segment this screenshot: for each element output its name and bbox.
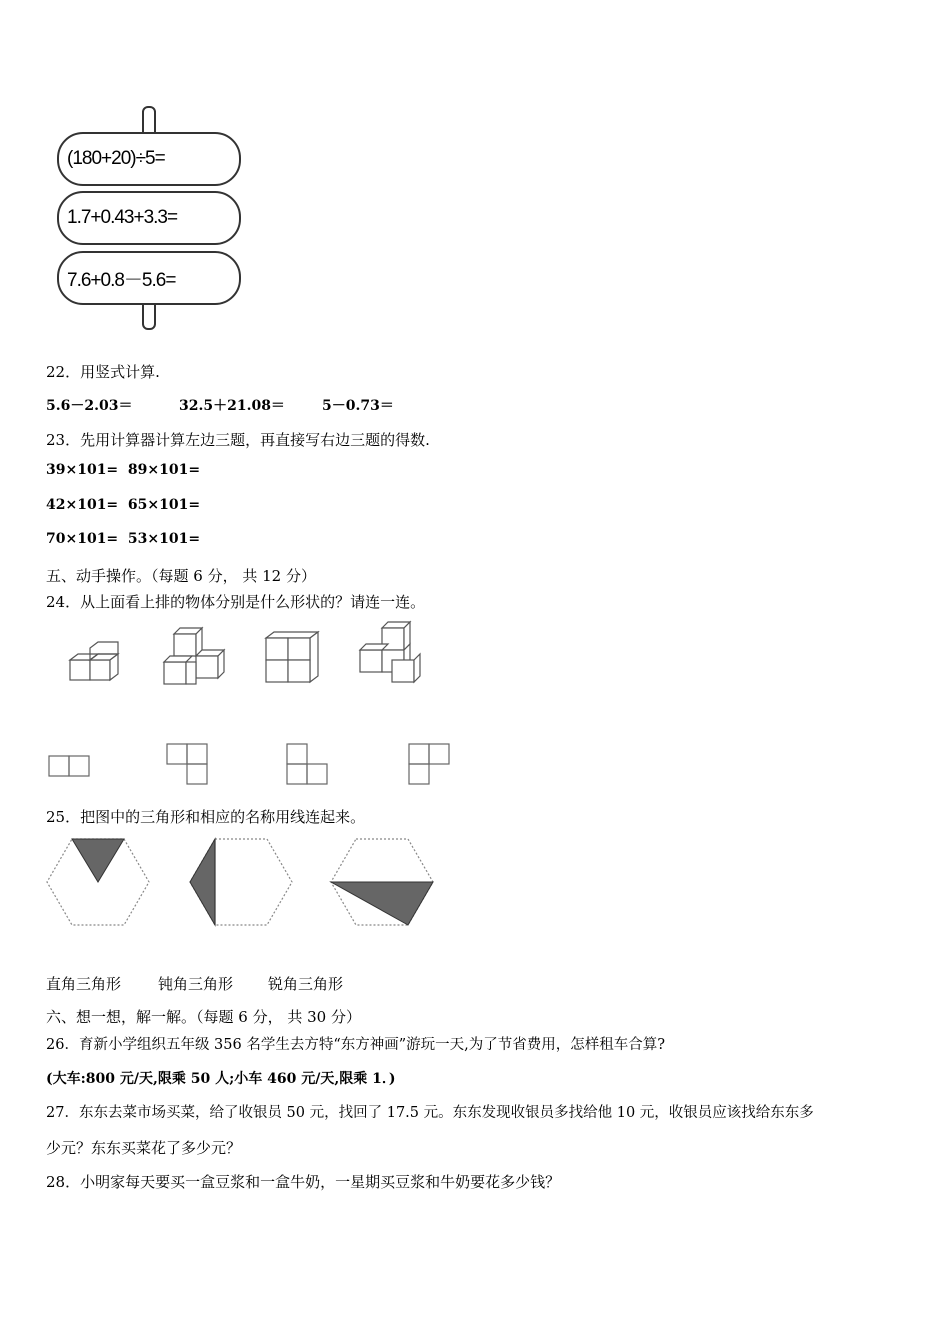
q23-row: 42×101= 65×101=	[46, 497, 201, 513]
q22-item: 32.5＋21.08＝	[179, 398, 285, 414]
top-view-shape-1	[48, 755, 90, 777]
section-6-heading: 六、想一想，解一解。（每题 6 分， 共 30 分）	[46, 1008, 361, 1026]
top-view-shape-2	[166, 743, 210, 787]
question-27-text-cont: 少元？东东买菜花了多少元？	[46, 1139, 242, 1157]
question-26-condition: (大车:800 元/天,限乘 50 人;小车 460 元/天,限乘 1．)	[46, 1071, 396, 1087]
q23-row: 39×101= 89×101=	[46, 462, 201, 478]
skewer-expression: 7.6+0.8－5.6=	[57, 251, 241, 305]
question-25-title: 25．把图中的三角形和相应的名称用线连起来。	[46, 808, 366, 826]
cube-stack-2	[162, 628, 224, 688]
hexagon-figure-3	[330, 838, 434, 926]
q22-item: 5－0.73＝	[322, 398, 394, 414]
question-27-text: 27．东东去菜市场买菜，给了收银员 50 元，找回了 17.5 元。东东发现收银员多找给他 10 元，收银员应该找给东东多	[46, 1105, 814, 1121]
question-23-title: 23．先用计算器计算左边三题，再直接写右边三题的得数.	[46, 431, 430, 449]
cube-stack-4	[358, 620, 422, 684]
triangle-label-right: 直角三角形	[46, 975, 122, 993]
question-24-title: 24．从上面看上排的物体分别是什么形状的？请连一连。	[46, 593, 426, 611]
cube-stack-1	[68, 646, 124, 686]
question-22-title: 22．用竖式计算.	[46, 363, 160, 381]
question-26-text: 26．育新小学组织五年级 356 名学生去方特“东方神画”游玩一天,为了节省费用，怎样租车合算?	[46, 1037, 666, 1053]
triangle-label-obtuse: 钝角三角形	[158, 975, 234, 993]
top-view-shape-4	[408, 743, 452, 787]
q23-row: 70×101= 53×101=	[46, 531, 201, 547]
hexagon-figure-2	[189, 838, 293, 926]
cube-stack-3	[264, 630, 320, 684]
top-view-shape-3	[286, 743, 330, 787]
section-5-heading: 五、动手操作。（每题 6 分， 共 12 分）	[46, 567, 316, 585]
hexagon-figure-1	[46, 838, 150, 926]
triangle-label-acute: 锐角三角形	[268, 975, 344, 993]
skewer-expression: (180+20)÷5=	[57, 132, 241, 186]
question-28-text: 28．小明家每天要买一盒豆浆和一盒牛奶，一星期买豆浆和牛奶要花多少钱？	[46, 1173, 561, 1191]
skewer-expression: 1.7+0.43+3.3=	[57, 191, 241, 245]
q22-item: 5.6－2.03＝	[46, 398, 133, 414]
